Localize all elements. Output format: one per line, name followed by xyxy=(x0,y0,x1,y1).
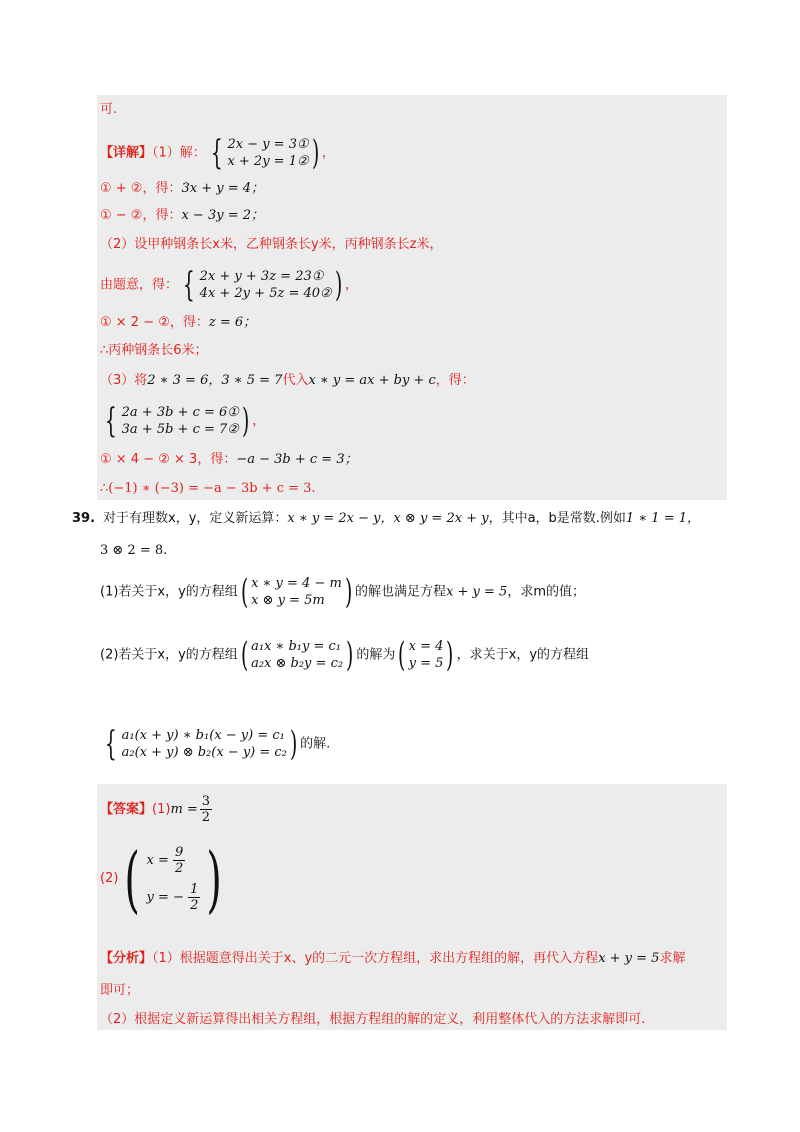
q39-stem-a: 对于有理数x，y，定义新运算： xyxy=(103,511,288,526)
line-3-label: ① × 2 − ②，得： xyxy=(100,315,209,330)
q39-p2-a: (2)若关于x，y的方程组 xyxy=(100,647,238,663)
sys2-row2: 4x + 2y + 5z = 40② xyxy=(199,286,332,301)
answer-line-1 xyxy=(100,794,212,825)
q39-p2-d: 的解. xyxy=(300,736,331,752)
q39-p1-row1: x ∗ y = 4 − m xyxy=(251,576,342,591)
ans2-x-row: x = $\frac{9}{2}$ xyxy=(146,845,184,876)
q39-p2-row1: a₁x ∗ b₁y = c₁ xyxy=(251,639,341,654)
text-ke: 可. xyxy=(100,102,118,117)
sys3-row2: 3a + 5b + c = 7② xyxy=(121,422,239,437)
ans1-fraction xyxy=(200,794,212,825)
q39-p1-row2: x ⊗ y = 5m xyxy=(251,593,325,608)
an1-a: （1）根据题意得出关于x、y的二元一次方程组，求出方程组的解，再代入方程 xyxy=(152,951,599,966)
ans1-den: 2 xyxy=(201,810,211,825)
ans1-num: 3 xyxy=(201,794,211,809)
q39-stem-d: 1 ∗ 1 = 1， xyxy=(625,511,700,526)
part3-c: 代入 xyxy=(282,373,309,388)
part2-intro: 由题意，得： xyxy=(100,277,179,293)
sys3-row1: 2a + 3b + c = 6① xyxy=(121,405,239,420)
q39-p1-system: ( x ∗ y = 4 − m x ⊗ y = 5m ) xyxy=(240,572,353,612)
line-6: ∴(−1) ∗ (−3) = −a − 3b + c = 3. xyxy=(100,481,316,496)
detail-line xyxy=(100,133,335,173)
q39-p2-solution: ( x = 4 y = 5 ) xyxy=(398,635,454,675)
q39-number: 39. xyxy=(72,511,96,526)
an1-c: 求解 xyxy=(659,951,686,966)
line-2 xyxy=(100,207,264,225)
line-1 xyxy=(100,180,264,198)
part1-intro: （1）解： xyxy=(152,145,206,161)
line-5 xyxy=(100,451,358,469)
q39-stem-b: x ∗ y = 2x − y，x ⊗ y = 2x + y xyxy=(287,511,489,526)
part2-text: （2）设甲种钢条长x米，乙种钢条长y米，丙种钢条长z米， xyxy=(100,237,443,252)
q39-p2-sys2-row2: a₂(x + y) ⊗ b₂(x − y) = c₂ xyxy=(121,745,287,760)
q39-p1-b: 的解也满足方程 xyxy=(355,584,447,600)
ans1-lhs: m = xyxy=(170,802,198,817)
sys1-tail: ， xyxy=(321,145,335,161)
q39-p2-c: ，求关于x，y的方程组 xyxy=(456,647,590,663)
analysis-line-1 xyxy=(100,950,685,968)
q39-p1-c: x + y = 5 xyxy=(446,584,508,600)
equation-system-2: { 2x + y + 3z = 23① 4x + 2y + 5z = 40② ) xyxy=(182,265,342,305)
sys2-tail: ， xyxy=(344,277,358,293)
sys3-tail: ， xyxy=(252,413,266,429)
line-5-label: ① × 4 − ② × 3，得： xyxy=(100,452,237,467)
q39-stem-e: 3 ⊗ 2 = 8. xyxy=(100,543,168,558)
q39-stem xyxy=(72,510,700,528)
q39-p2-row2: a₂x ⊗ b₂y = c₂ xyxy=(251,656,344,671)
detail-tag: 【详解】 xyxy=(100,145,153,161)
q39-p2-sol-x: x = 4 xyxy=(408,639,444,654)
part3-line xyxy=(100,372,475,390)
q39-p1-d: ，求m的值； xyxy=(507,584,585,600)
analysis-tag: 【分析】 xyxy=(100,951,153,966)
part3-b: 2 ∗ 3 = 6，3 ∗ 5 = 7 xyxy=(147,373,283,388)
q39-p2-sys2-row1: a₁(x + y) ∗ b₁(x − y) = c₁ xyxy=(121,728,285,743)
part3-d: x ∗ y = ax + by + c xyxy=(308,373,436,388)
sys1-row2: x + 2y = 1② xyxy=(227,154,309,169)
part3-a: （3）将 xyxy=(100,373,148,388)
line-3 xyxy=(100,314,256,332)
q39-part2 xyxy=(100,635,590,675)
sys2-row1: 2x + y + 3z = 23① xyxy=(199,269,324,284)
an1-b: x + y = 5 xyxy=(598,951,660,966)
q39-stem-c: ，其中a，b是常数.例如 xyxy=(488,511,626,526)
analysis-line-3: （2）根据定义新运算得出相关方程组，根据方程组的解的定义，利用整体代入的方法求解即可. xyxy=(100,1012,646,1027)
line-1-eq: 3x + y = 4； xyxy=(181,181,265,196)
ans2-system: ( x = $\frac{9}{2}$ y = − $\frac{1}{2}$ ) xyxy=(124,837,223,921)
answer-line-2 xyxy=(100,837,228,921)
analysis-line-2: 即可； xyxy=(100,983,140,998)
part2-system-line xyxy=(100,265,358,305)
q39-p2-sol-y: y = 5 xyxy=(408,656,444,671)
ans2-label: (2) xyxy=(100,871,119,886)
equation-system-3: { 2a + 3b + c = 6① 3a + 5b + c = 7② ) xyxy=(104,401,250,441)
q39-part1 xyxy=(100,572,585,612)
q39-p2-b: 的解为 xyxy=(356,647,396,663)
line-2-eq: x − 3y = 2； xyxy=(181,208,265,223)
q39-part2-system2 xyxy=(100,724,331,764)
sys1-row1: 2x − y = 3① xyxy=(227,137,309,152)
part3-e: ，得： xyxy=(435,373,475,388)
line-4: ∴丙种钢条长6米； xyxy=(100,343,208,358)
line-5-eq: −a − 3b + c = 3； xyxy=(236,452,358,467)
ans2-y-row: y = − $\frac{1}{2}$ xyxy=(146,882,199,913)
part3-system-line xyxy=(100,401,266,441)
line-1-label: ① + ②，得： xyxy=(100,181,182,196)
q39-p2-system2: { a₁(x + y) ∗ b₁(x − y) = c₁ a₂(x + y) ⊗ b₂(x − y) = c₂ ) xyxy=(104,724,298,764)
q39-p1-a: (1)若关于x，y的方程组 xyxy=(100,584,238,600)
q39-p2-system: ( a₁x ∗ b₁y = c₁ a₂x ⊗ b₂y = c₂ ) xyxy=(240,635,354,675)
line-2-label: ① − ②，得： xyxy=(100,208,182,223)
ans1-label: (1) xyxy=(152,802,171,817)
answer-tag: 【答案】 xyxy=(100,802,153,817)
equation-system-1: { 2x − y = 3① x + 2y = 1② ) xyxy=(210,133,319,173)
line-3-eq: z = 6； xyxy=(208,315,257,330)
